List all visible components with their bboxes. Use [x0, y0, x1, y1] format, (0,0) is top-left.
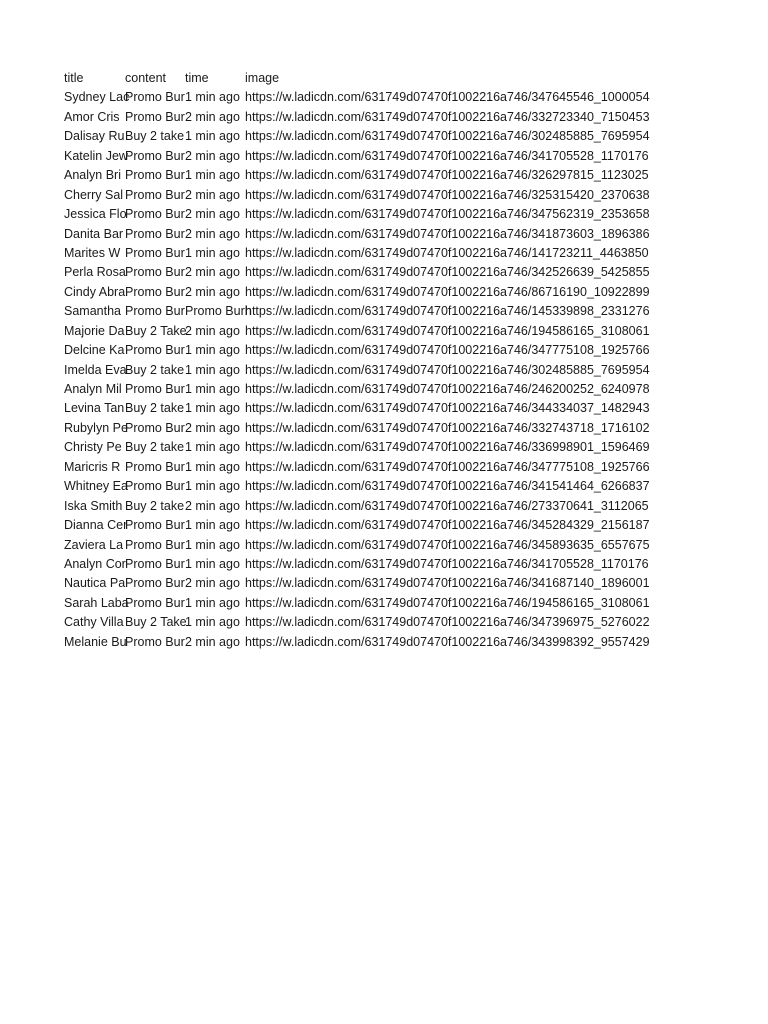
cell-time: 2 min ago [185, 323, 240, 338]
cell-image: https://w.ladicdn.com/631749d07470f1002216a746/347562319_2353658 [245, 207, 650, 222]
cell-title: Melanie Bu [64, 634, 127, 649]
table-row [64, 574, 668, 593]
cell-title: Cherry Sal [64, 187, 124, 202]
cell-title: Samantha [64, 304, 121, 319]
table-row [64, 283, 668, 302]
cell-time: 1 min ago [185, 615, 240, 630]
table-row [64, 380, 668, 399]
cell-title: Analyn Bri [64, 168, 121, 183]
cell-title: Sydney Lac [64, 90, 130, 105]
cell-time: 1 min ago [185, 537, 240, 552]
cell-time: 2 min ago [185, 498, 240, 513]
cell-image: https://w.ladicdn.com/631749d07470f1002216a746/86716190_10922899 [245, 284, 650, 299]
cell-time: 1 min ago [185, 362, 240, 377]
cell-time: 1 min ago [185, 245, 240, 260]
cell-image: https://w.ladicdn.com/631749d07470f1002216a746/347775108_1925766 [245, 459, 650, 474]
cell-image: https://w.ladicdn.com/631749d07470f1002216a746/345893635_6557675 [245, 537, 650, 552]
table-row [64, 399, 668, 418]
cell-time: 2 min ago [185, 284, 240, 299]
cell-title: Levina Tan [64, 401, 125, 416]
table-row [64, 497, 668, 516]
cell-title: Danita Bar [64, 226, 124, 241]
cell-time: 1 min ago [185, 595, 240, 610]
table-row [64, 302, 668, 321]
header-content: content [125, 71, 167, 85]
cell-time: 1 min ago [185, 90, 240, 105]
table-row [64, 594, 668, 613]
cell-time: 1 min ago [185, 440, 240, 455]
cell-title: Amor Cris [64, 109, 120, 124]
cell-title: Maricris R [64, 459, 121, 474]
table-row [64, 536, 668, 555]
cell-image: https://w.ladicdn.com/631749d07470f1002216a746/336998901_1596469 [245, 440, 650, 455]
cell-image: https://w.ladicdn.com/631749d07470f1002216a746/194586165_3108061 [245, 323, 650, 338]
table-row [64, 516, 668, 535]
cell-time: 1 min ago [185, 382, 240, 396]
cell-image: https://w.ladicdn.com/631749d07470f1002216a746/341705528_1170176 [245, 148, 649, 163]
table-row [64, 147, 668, 166]
cell-content: Buy 2 take [125, 401, 185, 416]
cell-title: Nautica Pa [64, 576, 126, 591]
cell-image: https://w.ladicdn.com/631749d07470f1002216a746/343998392_9557429 [245, 634, 650, 649]
cell-title: Rubylyn Pe [64, 420, 128, 435]
cell-content: Promo Bur [125, 634, 185, 649]
cell-image: https://w.ladicdn.com/631749d07470f1002216a746/332723340_7150453 [245, 109, 650, 124]
table-row [64, 322, 668, 341]
cell-time: 1 min ago [185, 479, 240, 494]
cell-content: Promo Bur [125, 168, 185, 183]
cell-time: 2 min ago [185, 634, 240, 649]
table-row [64, 613, 668, 632]
cell-image: https://w.ladicdn.com/631749d07470f1002216a746/347396975_5276022 [245, 615, 650, 630]
cell-content: Promo Bur [125, 479, 185, 494]
header-title: title [64, 71, 84, 85]
cell-image: https://w.ladicdn.com/631749d07470f1002216a746/302485885_7695954 [245, 362, 650, 377]
cell-time: 2 min ago [185, 226, 240, 241]
cell-title: Delcine Ka [64, 343, 125, 358]
cell-time: 1 min ago [185, 343, 240, 358]
cell-time: 1 min ago [185, 401, 240, 416]
cell-title: Cathy Villa [64, 615, 124, 630]
cell-content: Promo Bur [125, 187, 185, 202]
cell-time: 2 min ago [185, 420, 240, 435]
cell-content: Promo Bur [125, 265, 185, 280]
cell-title: Analyn Mil [64, 382, 122, 396]
header-time: time [185, 71, 209, 85]
cell-time: 2 min ago [185, 148, 240, 163]
cell-time: Promo Burh [185, 304, 252, 319]
cell-image: https://w.ladicdn.com/631749d07470f1002216a746/341873603_1896386 [245, 226, 650, 241]
cell-time: 1 min ago [185, 129, 240, 144]
cell-image: https://w.ladicdn.com/631749d07470f1002216a746/347645546_1000054 [245, 90, 650, 105]
table-body [64, 88, 668, 652]
cell-image: https://w.ladicdn.com/631749d07470f1002216a746/332743718_1716102 [245, 420, 650, 435]
cell-image: https://w.ladicdn.com/631749d07470f1002216a746/347775108_1925766 [245, 343, 650, 358]
table-row [64, 361, 668, 380]
cell-content: Buy 2 take [125, 498, 185, 513]
cell-time: 1 min ago [185, 459, 240, 474]
cell-title: Jessica Flo [64, 207, 127, 222]
header-row [64, 69, 668, 88]
cell-content: Buy 2 take [125, 362, 185, 377]
cell-content: Promo Bur [125, 90, 185, 105]
cell-content: Buy 2 Take [125, 323, 187, 338]
cell-image: https://w.ladicdn.com/631749d07470f1002216a746/141723211_4463850 [245, 245, 649, 260]
table-row [64, 477, 668, 496]
cell-title: Iska Smith [64, 498, 123, 513]
cell-time: 2 min ago [185, 187, 240, 202]
cell-time: 2 min ago [185, 576, 240, 591]
cell-image: https://w.ladicdn.com/631749d07470f1002216a746/341541464_6266837 [245, 479, 650, 494]
cell-content: Promo Bur [125, 109, 185, 124]
table-row [64, 419, 668, 438]
cell-content: Promo Bur [125, 518, 185, 533]
cell-image: https://w.ladicdn.com/631749d07470f1002216a746/273370641_3112065 [245, 498, 649, 513]
cell-title: Christy Pe [64, 440, 122, 455]
cell-image: https://w.ladicdn.com/631749d07470f1002216a746/345284329_2156187 [245, 518, 650, 533]
cell-content: Promo Bur [125, 537, 185, 552]
table-row [64, 341, 668, 360]
cell-content: Promo Bur [125, 245, 185, 260]
cell-content: Promo Bur [125, 226, 185, 241]
cell-content: Buy 2 take [125, 129, 185, 144]
header-image: image [245, 71, 280, 85]
cell-content: Promo Bur [125, 148, 185, 163]
table-row [64, 555, 668, 574]
cell-content: Buy 2 take [125, 440, 185, 455]
cell-time: 2 min ago [185, 265, 240, 280]
cell-title: Sarah Laba [64, 595, 129, 610]
cell-content: Promo Bur [125, 284, 185, 299]
cell-image: https://w.ladicdn.com/631749d07470f1002216a746/341705528_1170176 [245, 556, 649, 571]
cell-title: Dalisay Ru [64, 129, 125, 144]
table-row [64, 186, 668, 205]
cell-content: Promo Bur [125, 304, 185, 319]
cell-title: Zaviera La [64, 537, 124, 552]
table-row [64, 438, 668, 457]
cell-time: 1 min ago [185, 168, 240, 183]
cell-content: Promo Bur [125, 595, 185, 610]
table-row [64, 263, 668, 282]
table-row [64, 108, 668, 127]
cell-image: https://w.ladicdn.com/631749d07470f1002216a746/342526639_5425855 [245, 265, 650, 280]
spreadsheet-table [64, 69, 668, 652]
table-row [64, 127, 668, 146]
cell-title: Whitney Ea [64, 479, 128, 494]
table-row [64, 458, 668, 477]
cell-title: Katelin Jew [64, 148, 128, 163]
table-row [64, 244, 668, 263]
cell-title: Cindy Abra [64, 284, 126, 299]
cell-image: https://w.ladicdn.com/631749d07470f1002216a746/302485885_7695954 [245, 129, 650, 144]
table-row [64, 633, 668, 652]
cell-content: Buy 2 Take [125, 615, 187, 630]
cell-time: 2 min ago [185, 109, 240, 124]
cell-time: 1 min ago [185, 556, 240, 571]
cell-content: Promo Bur [125, 459, 185, 474]
table-row [64, 225, 668, 244]
cell-time: 1 min ago [185, 518, 240, 533]
cell-image: https://w.ladicdn.com/631749d07470f1002216a746/341687140_1896001 [245, 576, 650, 591]
cell-content: Promo Bur [125, 420, 185, 435]
cell-content: Promo Bur [125, 576, 185, 591]
cell-content: Promo Bur [125, 556, 185, 571]
cell-content: Promo Bur [125, 207, 185, 222]
table-row [64, 166, 668, 185]
table-row [64, 88, 668, 107]
table-row [64, 205, 668, 224]
cell-content: Promo Bur [125, 382, 185, 396]
cell-title: Dianna Cer [64, 518, 128, 533]
cell-title: Majorie Da [64, 323, 125, 338]
cell-title: Analyn Cor [64, 556, 126, 571]
cell-image: https://w.ladicdn.com/631749d07470f1002216a746/325315420_2370638 [245, 187, 650, 202]
cell-image: https://w.ladicdn.com/631749d07470f1002216a746/326297815_1123025 [245, 168, 649, 183]
cell-image: https://w.ladicdn.com/631749d07470f1002216a746/194586165_3108061 [245, 595, 650, 610]
cell-time: 2 min ago [185, 207, 240, 222]
cell-title: Imelda Eva [64, 362, 127, 377]
cell-content: Promo Bur [125, 343, 185, 358]
cell-image: https://w.ladicdn.com/631749d07470f1002216a746/145339898_2331276 [245, 304, 650, 319]
cell-title: Perla Rosa [64, 265, 126, 280]
cell-image: https://w.ladicdn.com/631749d07470f1002216a746/344334037_1482943 [245, 401, 650, 416]
cell-image: https://w.ladicdn.com/631749d07470f1002216a746/246200252_6240978 [245, 382, 650, 396]
cell-title: Marites W [64, 245, 121, 260]
